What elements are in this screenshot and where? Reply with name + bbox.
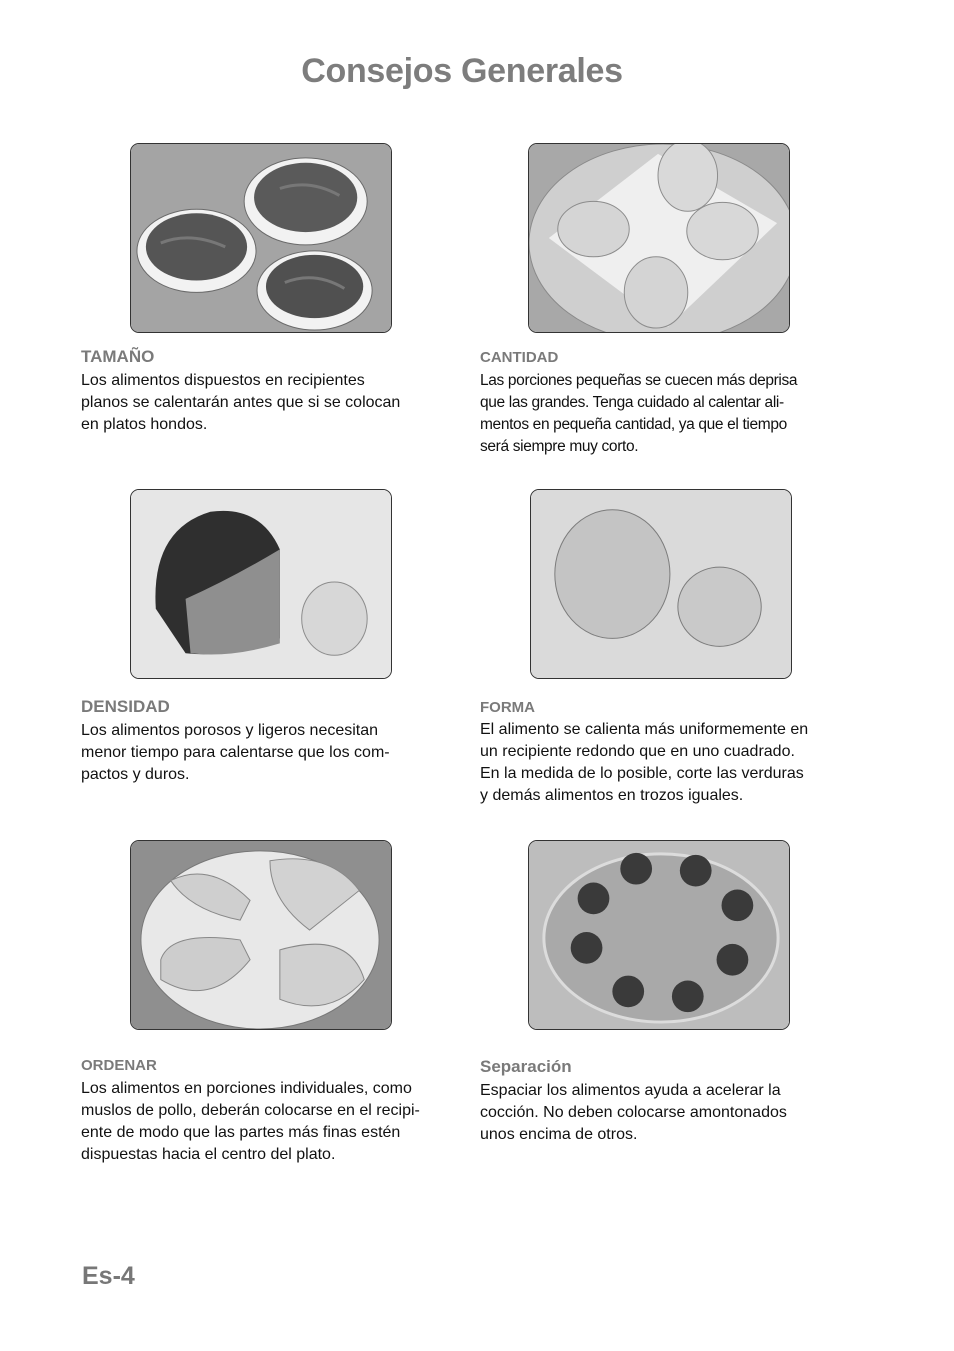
photo-bread-potato <box>130 489 392 679</box>
section-heading-cantidad: CANTIDAD <box>480 349 559 366</box>
photo-chicken-legs <box>130 840 392 1030</box>
section-text-forma: El alimento se calienta más uniformemente en un recipiente redondo que en uno cuadrado. En la medida de lo posible, corte las verduras y demás alimentos en trozos iguales. <box>480 721 809 804</box>
page-number: Es-4 <box>82 1262 135 1290</box>
section-heading-forma: FORMA <box>480 699 535 716</box>
page-title: Consejos Generales <box>301 52 623 90</box>
section-text-tamano: Los alimentos dispuestos en recipientes planos se calentarán antes que si se colocan en platos hondos. <box>81 372 401 433</box>
photo-potatoes-plate <box>528 143 790 333</box>
photo-ramekins <box>130 143 392 333</box>
section-heading-tamano: TAMAÑO <box>81 347 155 366</box>
section-heading-ordenar: ORDENAR <box>81 1057 157 1074</box>
section-text-densidad: Los alimentos porosos y ligeros necesitan menor tiempo para calentarse que los com- pactos y duros. <box>81 722 390 783</box>
section-text-ordenar: Los alimentos en porciones individuales, como muslos de pollo, deberán colocarse en el recipi- ente de modo que las partes más finas estén dispuestas hacia el centro del plato. <box>81 1080 420 1163</box>
photo-potatoes-sizes <box>530 489 792 679</box>
section-text-cantidad: Las porciones pequeñas se cuecen más deprisa que las grandes. Tenga cuidado al calentar ali- mentos en pequeña cantidad, ya que el tiempo será siempre muy corto. <box>480 372 798 455</box>
section-heading-densidad: DENSIDAD <box>81 697 170 716</box>
section-heading-separacion: Separación <box>480 1057 572 1076</box>
section-text-separacion: Espaciar los alimentos ayuda a acelerar la cocción. No deben colocarse amontonados unos encima de otros. <box>480 1082 787 1143</box>
photo-meatballs-plate <box>528 840 790 1030</box>
